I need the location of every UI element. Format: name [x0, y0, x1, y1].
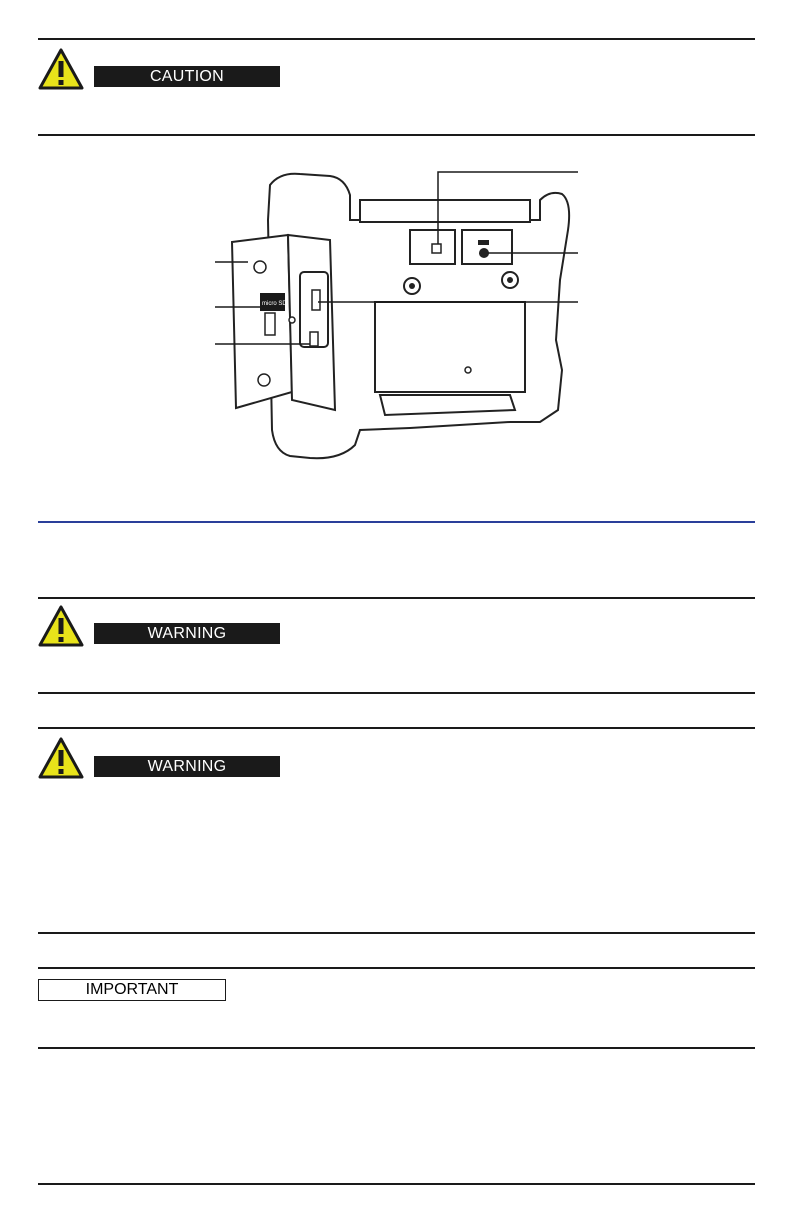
- warning1-triangle-icon: [38, 605, 84, 647]
- warning2-label: WARNING: [94, 756, 280, 777]
- warning2-triangle-icon: [38, 737, 84, 779]
- footer-rule: [38, 1183, 755, 1185]
- important-label: IMPORTANT: [38, 979, 226, 1001]
- important-top-rule: [38, 967, 755, 969]
- important-bottom-rule: [38, 1047, 755, 1049]
- warning1-bottom-rule: [38, 692, 755, 694]
- device-rear-illustration: [210, 160, 580, 470]
- caution-label: CAUTION: [94, 66, 280, 87]
- warning2-top-rule: [38, 727, 755, 729]
- caution-warning-triangle-icon: [38, 48, 84, 90]
- section-separator-rule: [38, 521, 755, 523]
- warning1-label: WARNING: [94, 623, 280, 644]
- caution-bottom-rule: [38, 134, 755, 136]
- warning2-bottom-rule: [38, 932, 755, 934]
- sd-card-label: micro SD: [262, 301, 287, 307]
- caution-top-rule: [38, 38, 755, 40]
- warning1-top-rule: [38, 597, 755, 599]
